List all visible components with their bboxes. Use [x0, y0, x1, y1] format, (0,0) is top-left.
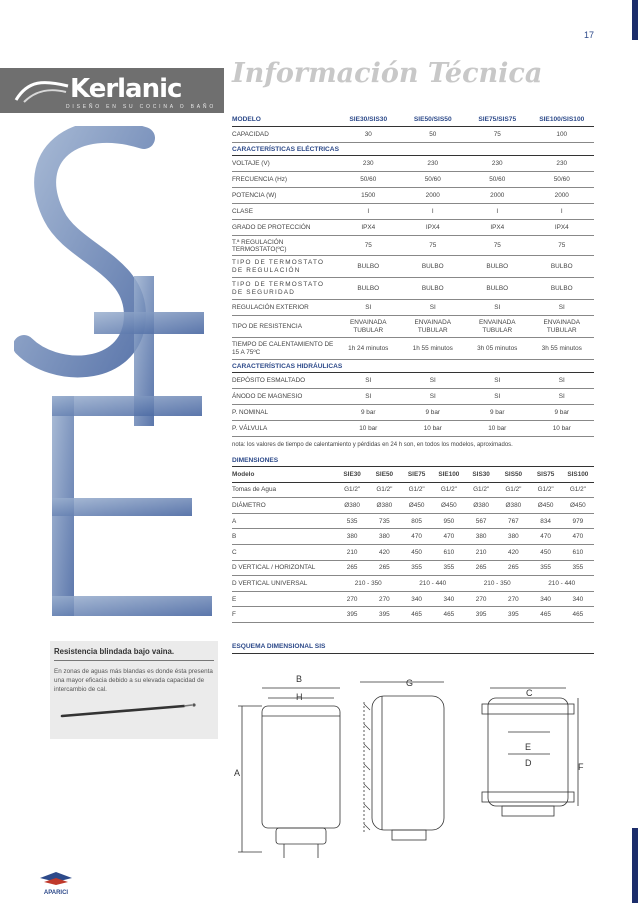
- dim-value: 265: [346, 564, 358, 572]
- spec-value: 1h 55 minutos: [412, 344, 453, 352]
- dim-value: G1/2": [569, 486, 586, 494]
- dim-row: [232, 607, 594, 623]
- dim-value: 340: [411, 595, 422, 603]
- spec-value: 50/60: [360, 176, 377, 183]
- dim-row: [232, 592, 594, 608]
- dim-value: 210 - 440: [419, 579, 447, 587]
- spec-value: ENVAINADA TUBULAR: [350, 318, 387, 334]
- spec-value: BULBO: [550, 262, 573, 270]
- logo-tagline: DISEÑO EN SU COCINA O BAÑO: [66, 104, 217, 110]
- spec-value: I: [431, 208, 434, 215]
- spec-value: 2000: [425, 192, 440, 199]
- spec-row: [232, 373, 594, 389]
- dim-label: D VERTICAL / HORIZONTAL: [232, 564, 316, 572]
- spec-value: BULBO: [486, 262, 509, 270]
- dim-value: 340: [443, 595, 455, 603]
- spec-value: 100: [556, 131, 568, 138]
- spec-value: 2000: [554, 192, 569, 199]
- dim-label: Tomas de Agua: [232, 486, 277, 494]
- spec-value: ENVAINADA TUBULAR: [414, 318, 451, 334]
- spec-label: POTENCIA (W): [232, 192, 277, 199]
- dim-value: G1/2": [408, 486, 425, 494]
- spec-value: 50: [429, 131, 437, 138]
- spec-header-label: MODELO: [232, 116, 261, 123]
- dim-value: 380: [379, 533, 390, 541]
- dim-value: Ø380: [344, 501, 360, 509]
- dim-value: G1/2": [473, 486, 490, 494]
- spec-value: 230: [362, 160, 374, 167]
- spec-row: [232, 172, 594, 188]
- dim-value: 465: [411, 611, 422, 619]
- spec-row: [232, 156, 594, 172]
- dim-value: 270: [508, 595, 519, 603]
- dim-value: 270: [379, 595, 390, 603]
- dim-value: 210: [475, 548, 487, 556]
- schema-label-e: E: [525, 742, 532, 752]
- logo-brand: Kerlanic: [70, 74, 182, 104]
- dim-value: 567: [475, 517, 487, 525]
- spec-label: GRADO DE PROTECCIÓN: [232, 224, 311, 231]
- dim-value: G1/2": [440, 486, 457, 494]
- spec-table: [232, 113, 594, 452]
- spec-row: [232, 220, 594, 236]
- spec-label: REGULACIÓN EXTERIOR: [232, 304, 309, 311]
- spec-value: 2000: [490, 192, 505, 199]
- spec-value: SI: [494, 377, 501, 384]
- dim-value: 355: [443, 564, 455, 572]
- corner-accent-bottom: [632, 828, 638, 903]
- spec-value: 50/60: [424, 176, 441, 183]
- spec-value: ENVAINADA TUBULAR: [479, 318, 516, 334]
- spec-label: DEPÓSITO ESMALTADO: [232, 377, 306, 384]
- spec-value: 75: [364, 242, 372, 249]
- spec-row: [232, 300, 594, 316]
- schema-label-c: C: [526, 688, 533, 698]
- sie-letters-graphic: [14, 126, 214, 626]
- spec-value: SI: [494, 393, 501, 400]
- dim-label: F: [232, 611, 236, 619]
- dim-value: Ø380: [505, 501, 522, 509]
- spec-value: IPX4: [490, 224, 505, 231]
- spec-value: 230: [491, 160, 503, 167]
- dim-value: Ø450: [441, 501, 457, 509]
- spec-value: 30: [364, 131, 372, 138]
- dim-row: [232, 498, 594, 514]
- spec-col: SIE50/SIS50: [413, 116, 452, 123]
- spec-row: [232, 316, 594, 338]
- dim-label: A: [232, 517, 237, 525]
- spec-value: SI: [494, 304, 501, 311]
- spec-header-row: [232, 113, 594, 127]
- schema-label-g: G: [406, 678, 414, 688]
- spec-value: 230: [427, 160, 439, 167]
- spec-value: SI: [429, 377, 436, 384]
- dim-value: 395: [508, 611, 519, 619]
- spec-value: SI: [558, 393, 565, 400]
- dim-value: 610: [572, 548, 584, 556]
- dim-label: C: [232, 548, 237, 556]
- dim-label: E: [232, 595, 237, 603]
- spec-value: 9 bar: [554, 409, 570, 416]
- page-number: 17: [583, 30, 594, 40]
- spec-value: 9 bar: [425, 409, 441, 416]
- spec-value: 10 bar: [423, 425, 442, 432]
- dim-value: 380: [508, 533, 519, 541]
- section-dimensiones: DIMENSIONES: [232, 454, 594, 467]
- spec-value: I: [496, 208, 499, 215]
- dim-value: G1/2": [505, 486, 522, 494]
- dim-value: 465: [540, 611, 551, 619]
- dim-value: G1/2": [344, 486, 361, 494]
- spec-value: BULBO: [421, 284, 444, 292]
- spec-label: VOLTAJE (V): [232, 160, 270, 167]
- spec-col: SIE30/SIS30: [349, 116, 388, 123]
- spec-col: SIE75/SIS75: [478, 116, 517, 123]
- spec-row: [232, 236, 594, 256]
- spec-row: [232, 421, 594, 437]
- dimensional-schema-diagram: [232, 664, 594, 864]
- dim-value: 535: [346, 517, 358, 525]
- dim-label: DIÁMETRO: [232, 501, 266, 509]
- spec-value: 3h 55 minutos: [541, 344, 582, 352]
- spec-row: [232, 405, 594, 421]
- dim-row: [232, 514, 594, 530]
- spec-label: P. NOMINAL: [232, 409, 269, 416]
- spec-value: I: [560, 208, 563, 215]
- spec-value: I: [367, 208, 370, 215]
- spec-value: 75: [493, 242, 501, 249]
- spec-label: CAPACIDAD: [232, 131, 269, 138]
- dim-value: 210 - 350: [354, 579, 382, 587]
- corner-accent-top: [632, 0, 638, 40]
- dim-label: Modelo: [232, 470, 255, 478]
- footer-brand: APARICI: [43, 890, 69, 896]
- spec-label: CLASE: [232, 208, 253, 215]
- dim-row: [232, 561, 594, 577]
- spec-label: TIPO DE TERMOSTATO DE REGULACIÓN: [232, 258, 325, 274]
- dim-label: D VERTICAL UNIVERSAL: [232, 579, 308, 587]
- spec-row: [232, 204, 594, 220]
- dim-value: 450: [540, 548, 551, 556]
- dim-col: SIS75: [536, 470, 555, 478]
- spec-value: IPX4: [554, 224, 569, 231]
- spec-label: TIPO DE RESISTENCIA: [232, 322, 302, 330]
- spec-label: P. VÁLVULA: [232, 425, 268, 432]
- dim-col: SIE75: [407, 470, 426, 478]
- dim-value: 470: [540, 533, 551, 541]
- spec-row-capacidad: [232, 127, 594, 143]
- dim-value: G1/2": [376, 486, 393, 494]
- dim-value: 470: [572, 533, 584, 541]
- dim-value: 420: [379, 548, 390, 556]
- info-text: En zonas de aguas más blandas es donde ésta presenta una mayor eficacia debido a su elevada capacidad de intercambio de cal.: [54, 668, 213, 694]
- spec-value: 75: [493, 131, 501, 138]
- dim-value: 340: [540, 595, 551, 603]
- spec-value: BULBO: [357, 284, 380, 292]
- spec-row: [232, 389, 594, 405]
- dim-value: Ø380: [473, 501, 489, 509]
- dim-value: 355: [540, 564, 551, 572]
- dim-row: [232, 483, 594, 499]
- dim-col: SIS30: [472, 470, 490, 478]
- dim-value: 355: [411, 564, 422, 572]
- page-title: Información Técnica: [232, 58, 543, 89]
- dim-row: [232, 529, 594, 545]
- schema-label-h: H: [296, 692, 303, 702]
- spec-value: SI: [429, 393, 436, 400]
- schema-label-b: B: [296, 674, 303, 684]
- dim-value: Ø380: [376, 501, 393, 509]
- spec-label: TIPO DE TERMOSTATO DE SEGURIDAD: [232, 280, 325, 296]
- dim-value: 767: [508, 517, 519, 525]
- dim-value: 270: [475, 595, 487, 603]
- dim-value: 465: [572, 611, 584, 619]
- spec-value: 75: [429, 242, 437, 249]
- dim-value: 979: [572, 517, 584, 525]
- dim-value: 210 - 350: [483, 579, 511, 587]
- dim-value: 420: [508, 548, 519, 556]
- dim-value: Ø450: [537, 501, 554, 509]
- spec-value: 10 bar: [488, 425, 507, 432]
- dim-label: B: [232, 533, 237, 541]
- spec-label: T.ª REGULACIÓN TERMOSTATO(ºC): [232, 238, 287, 253]
- spec-value: 50/60: [553, 176, 570, 183]
- heating-element-icon: [54, 698, 214, 722]
- spec-value: 9 bar: [360, 409, 376, 416]
- dim-value: 450: [411, 548, 422, 556]
- spec-label: ÁNODO DE MAGNESIO: [232, 393, 303, 400]
- dim-row-vertical-universal: [232, 576, 594, 592]
- dim-value: Ø450: [570, 501, 586, 509]
- spec-value: 75: [558, 242, 566, 249]
- spec-value: 230: [556, 160, 568, 167]
- dim-value: 395: [379, 611, 390, 619]
- dim-value: 340: [572, 595, 584, 603]
- spec-value: SI: [558, 377, 565, 384]
- dim-value: 265: [379, 564, 390, 572]
- dim-col: SIE30: [343, 470, 361, 478]
- spec-value: 10 bar: [552, 425, 571, 432]
- spec-value: IPX4: [361, 224, 376, 231]
- spec-value: BULBO: [357, 262, 380, 270]
- dim-header-row: [232, 467, 594, 483]
- dim-row: [232, 545, 594, 561]
- spec-value: ENVAINADA TUBULAR: [543, 318, 580, 334]
- info-box: [50, 641, 218, 739]
- spec-value: 1500: [361, 192, 376, 199]
- section-hidraulicas: CARACTERÍSTICAS HIDRÁULICAS: [232, 360, 594, 373]
- spec-value: 50/60: [489, 176, 506, 183]
- dim-value: 395: [475, 611, 487, 619]
- dim-col: SIS100: [567, 470, 589, 478]
- dim-value: 210 - 440: [548, 579, 576, 587]
- schema-label-d: D: [525, 758, 532, 768]
- spec-label: FRECUENCIA (Hz): [232, 176, 288, 183]
- section-electricas: CARACTERÍSTICAS ELÉCTRICAS: [232, 143, 594, 156]
- spec-value: 1h 24 minutos: [348, 344, 389, 352]
- spec-value: 9 bar: [489, 409, 505, 416]
- spec-value: BULBO: [550, 284, 573, 292]
- dim-value: 950: [443, 517, 455, 525]
- dim-value: 470: [411, 533, 422, 541]
- dim-value: 265: [508, 564, 519, 572]
- spec-note: nota: los valores de tiempo de calentamiento y pérdidas en 24 h son, en todos los modelos, aproximados.: [232, 441, 513, 448]
- schema-label-a: A: [234, 768, 241, 778]
- spec-col: SIE100/SIS100: [539, 116, 585, 123]
- spec-value: 3h 05 minutos: [477, 344, 518, 352]
- dim-value: 805: [411, 517, 422, 525]
- dim-value: 210: [346, 548, 358, 556]
- spec-row: [232, 278, 594, 300]
- spec-row: [232, 256, 594, 278]
- dim-col: SIS50: [504, 470, 523, 478]
- dim-col: SIE100: [438, 470, 460, 478]
- dim-value: 395: [346, 611, 358, 619]
- info-title: Resistencia blindada bajo vaina.: [54, 647, 214, 661]
- dim-value: 355: [572, 564, 584, 572]
- dim-value: Ø450: [408, 501, 425, 509]
- spec-value: SI: [365, 393, 372, 400]
- spec-row: [232, 338, 594, 360]
- dim-value: 834: [540, 517, 551, 525]
- dim-col: SIE50: [375, 470, 394, 478]
- dimensions-table: [232, 454, 594, 623]
- spec-row: [232, 188, 594, 204]
- aparici-logo: [36, 870, 76, 896]
- spec-value: IPX4: [425, 224, 440, 231]
- dim-value: 265: [475, 564, 487, 572]
- schema-label-f: F: [578, 762, 584, 772]
- spec-value: BULBO: [421, 262, 444, 270]
- dim-value: 270: [346, 595, 358, 603]
- spec-value: 10 bar: [359, 425, 378, 432]
- dim-value: 465: [443, 611, 455, 619]
- dim-value: 610: [443, 548, 455, 556]
- spec-value: SI: [365, 377, 372, 384]
- schema-title: ESQUEMA DIMENSIONAL SIS: [232, 643, 594, 654]
- spec-value: BULBO: [486, 284, 509, 292]
- logo-wave-icon: [14, 76, 70, 106]
- spec-value: SI: [365, 304, 372, 311]
- spec-value: SI: [429, 304, 436, 311]
- dim-value: G1/2": [537, 486, 554, 494]
- dim-value: 380: [346, 533, 358, 541]
- dim-value: 380: [475, 533, 487, 541]
- spec-value: SI: [558, 304, 565, 311]
- dim-value: 470: [443, 533, 455, 541]
- spec-label: TIEMPO DE CALENTAMIENTO DE 15 A 75ºC: [232, 340, 334, 356]
- dim-value: 735: [379, 517, 390, 525]
